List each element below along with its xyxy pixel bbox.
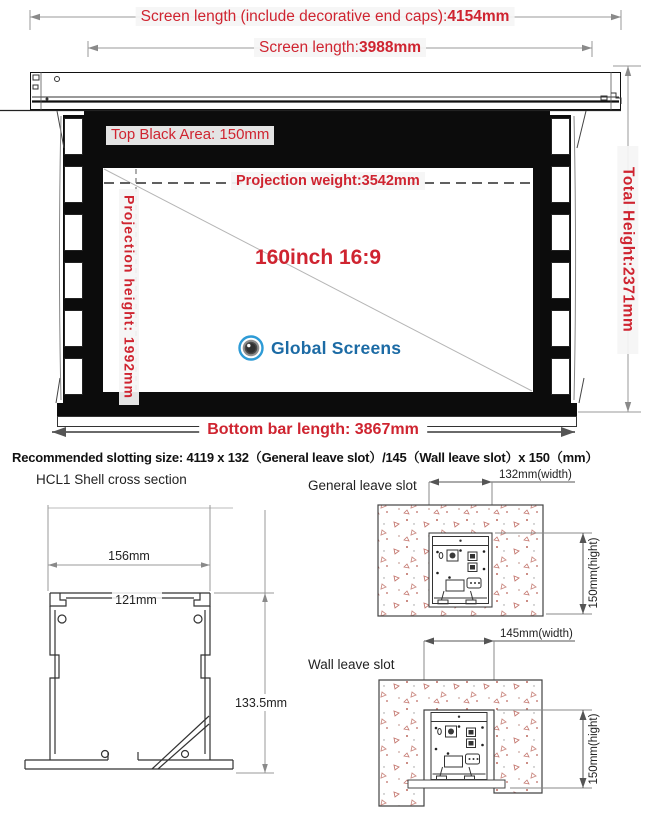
projection-width-value: 3542mm: [361, 173, 420, 189]
tension-cord-right: [574, 116, 576, 400]
tension-cord-left: [60, 116, 62, 400]
dim-length-value: 3988mm: [358, 39, 422, 56]
leave-slot-diagrams: [300, 462, 650, 818]
wall-leave-slot-diagram: [308, 628, 600, 806]
dim-121-label: 121mm: [115, 593, 157, 607]
projection-width-text: Projection weight:: [236, 173, 362, 189]
bottom-bar-value: 3867mm: [354, 421, 419, 438]
wall-slot-height-label: 150mm(hight): [588, 713, 600, 785]
general-slot-title: General leave slot: [308, 478, 417, 493]
wall-slot-title: Wall leave slot: [308, 657, 395, 672]
cross-section-drawing: [18, 492, 318, 812]
projection-height-label: Projection height: 1992mm: [119, 189, 139, 405]
general-leave-slot-diagram: [308, 469, 600, 616]
housing-end-view: [431, 713, 487, 780]
dim-screen-length-label: [254, 38, 426, 57]
profile-outline: [25, 593, 233, 769]
dim-screen-caps-label: [136, 7, 515, 26]
general-slot-width-label: 132mm(width): [499, 469, 572, 481]
dim-length-text: Screen length:: [258, 39, 359, 56]
screen-size-label: 160inch 16:9: [254, 246, 382, 269]
housing-details: [32, 72, 621, 110]
dim-caps-value: 4154mm: [447, 8, 510, 25]
dim-156-label: 156mm: [108, 549, 150, 563]
projection-width-label: [231, 172, 425, 190]
bottom-bar-label: [199, 421, 427, 439]
dim-caps-text: Screen length (include decorative end caps):: [140, 8, 448, 25]
brand-logo: [237, 334, 401, 362]
housing-end-view: [433, 537, 489, 604]
lens-icon: [237, 334, 265, 362]
total-height-label: Total Height:2371mm: [617, 146, 638, 354]
bottom-bar-text: Bottom bar length:: [207, 421, 351, 438]
brand-name: Global Screens: [271, 337, 402, 358]
housing-bottom-trim: [408, 780, 505, 788]
dim-133-label: 133.5mm: [234, 696, 288, 710]
cross-section-title: HCL1 Shell cross section: [36, 472, 187, 487]
slotting-note: Recommended slotting size: 4119 x 132（General leave slot）/145（Wall leave slot）x 150（mm）: [12, 450, 599, 465]
wall-slot-width-label: 145mm(width): [500, 628, 573, 640]
dim-133: [214, 510, 274, 773]
top-black-area-label: Top Black Area: 150mm: [106, 126, 274, 145]
dim-156: [48, 505, 233, 591]
general-slot-height-label: 150mm(hight): [588, 537, 600, 609]
